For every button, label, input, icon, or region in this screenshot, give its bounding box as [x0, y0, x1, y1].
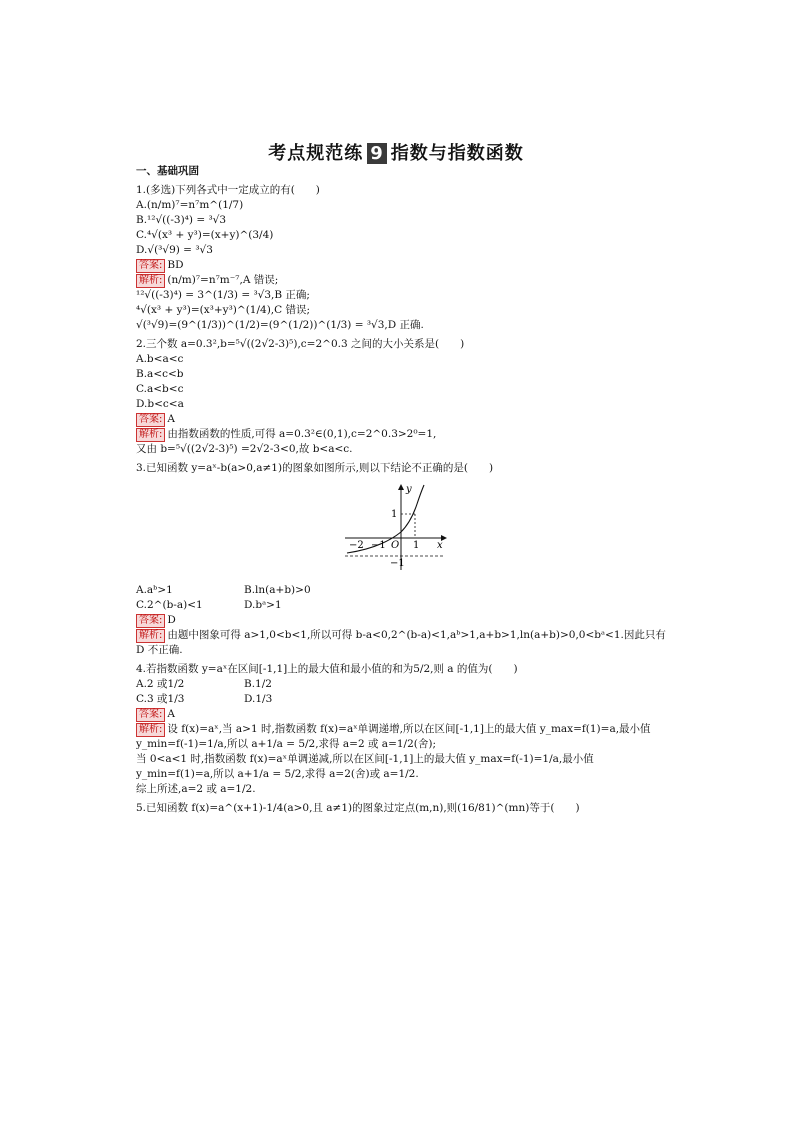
analysis-tag: 解析: [136, 274, 165, 288]
page-title [0, 139, 792, 165]
option-d: D.bᵃ>1 [244, 599, 282, 611]
option-d: D.1/3 [244, 693, 273, 705]
answer-value: A [167, 708, 175, 720]
analysis-text: 由题中图象可得 a>1,0<b<1,所以可得 b-a<0,2^(b-a)<1,aᵇ>1,a+b>1,ln(a+b)>0,0<bᵃ<1.因此只有 D 不正确. [136, 629, 666, 656]
title-prefix: 考点规范练 [268, 143, 364, 164]
x-tick-label: −2 [349, 540, 364, 551]
option-a: A.(n/m)⁷=n⁷m^(1/7) [136, 199, 244, 211]
analysis-line: ¹²√((-3)⁴) = 3^(1/3) = ³√3,B 正确; [136, 289, 310, 301]
option-a: A.aᵇ>1 [136, 584, 173, 596]
answer-value: A [167, 413, 175, 425]
option-b: B.a<c<b [136, 368, 184, 380]
question-stem: 1.(多选)下列各式中一定成立的有( ) [136, 184, 320, 196]
question-2 [136, 337, 666, 457]
x-axis-label: x [437, 540, 443, 551]
option-d: D.b<c<a [136, 398, 184, 410]
analysis-tag: 解析: [136, 428, 165, 442]
answer-tag: 答案: [136, 614, 165, 628]
analysis-line: (n/m)⁷=n⁷m⁻⁷,A 错误; [167, 274, 279, 286]
question-3 [136, 461, 666, 658]
option-c: C.a<b<c [136, 383, 184, 395]
option-b: B.1/2 [244, 678, 272, 690]
option-c: C.2^(b-a)<1 [136, 599, 203, 611]
analysis-line: 由指数函数的性质,可得 a=0.3²∈(0,1),c=2^0.3>2⁰=1, [167, 428, 437, 440]
analysis-tag: 解析: [136, 629, 165, 643]
origin-label: O [391, 540, 400, 551]
document-body [136, 164, 666, 816]
title-number-badge: 9 [367, 143, 387, 164]
y-tick-label: 1 [391, 509, 398, 520]
question-1 [136, 183, 666, 333]
question-stem: 2.三个数 a=0.3²,b=⁵√((2√2-3)⁵),c=2^0.3 之间的大小关系是( ) [136, 338, 465, 350]
question-stem: 5.已知函数 f(x)=a^(x+1)-1/4(a>0,且 a≠1)的图象过定点(m,n),则(16/81)^(mn)等于( ) [136, 802, 580, 814]
answer-tag: 答案: [136, 259, 165, 273]
analysis-line: 当 0<a<1 时,指数函数 f(x)=aˣ单调递减,所以在区间[-1,1]上的最大值 y_max=f(-1)=1/a,最小值 y_min=f(1)=a,所以 a+1/a = 5/2,求得 a=2(舍)或 a=1/2. [136, 753, 594, 780]
function-graph [341, 482, 451, 572]
analysis-line: 综上所述,a=2 或 a=1/2. [136, 783, 256, 795]
y-axis-label: y [406, 484, 412, 495]
analysis-line: √(³√9)=(9^(1/3))^(1/2)=(9^(1/2))^(1/3) = ³√3,D 正确. [136, 319, 424, 331]
option-b: B.ln(a+b)>0 [244, 584, 311, 596]
analysis-line: 设 f(x)=aˣ,当 a>1 时,指数函数 f(x)=aˣ单调递增,所以在区间[-1,1]上的最大值 y_max=f(1)=a,最小值 y_min=f(-1)=1/a,所以 a+1/a = 5/2,求得 a=2 或 a=1/2(舍); [136, 723, 651, 750]
analysis-line: ⁴√(x³ + y³)=(x³+y³)^(1/4),C 错误; [136, 304, 311, 316]
answer-tag: 答案: [136, 413, 165, 427]
option-b: B.¹²√((-3)⁴) = ³√3 [136, 214, 227, 226]
y-tick-label: −1 [390, 558, 405, 569]
answer-value: BD [167, 259, 184, 271]
option-a: A.b<a<c [136, 353, 184, 365]
y-axis-arrow [398, 484, 404, 490]
x-tick-label: −1 [371, 540, 386, 551]
x-tick-label: 1 [413, 540, 420, 551]
answer-tag: 答案: [136, 708, 165, 722]
question-5 [136, 801, 666, 816]
title-suffix: 指数与指数函数 [390, 143, 524, 164]
option-c: C.3 或1/3 [136, 693, 185, 705]
option-c: C.⁴√(x³ + y³)=(x+y)^(3/4) [136, 229, 274, 241]
question-stem: 3.已知函数 y=aˣ-b(a>0,a≠1)的图象如图所示,则以下结论不正确的是( ) [136, 462, 494, 474]
question-4 [136, 662, 666, 797]
option-d: D.√(³√9) = ³√3 [136, 244, 213, 256]
analysis-tag: 解析: [136, 723, 165, 737]
answer-value: D [167, 614, 176, 626]
analysis-line: 又由 b=⁵√((2√2-3)⁵) =2√2-3<0,故 b<a<c. [136, 443, 353, 455]
section-heading: 一、基础巩固 [136, 165, 199, 177]
option-a: A.2 或1/2 [136, 678, 185, 690]
question-stem: 4.若指数函数 y=aˣ在区间[-1,1]上的最大值和最小值的和为5/2,则 a 的值为( ) [136, 663, 518, 675]
